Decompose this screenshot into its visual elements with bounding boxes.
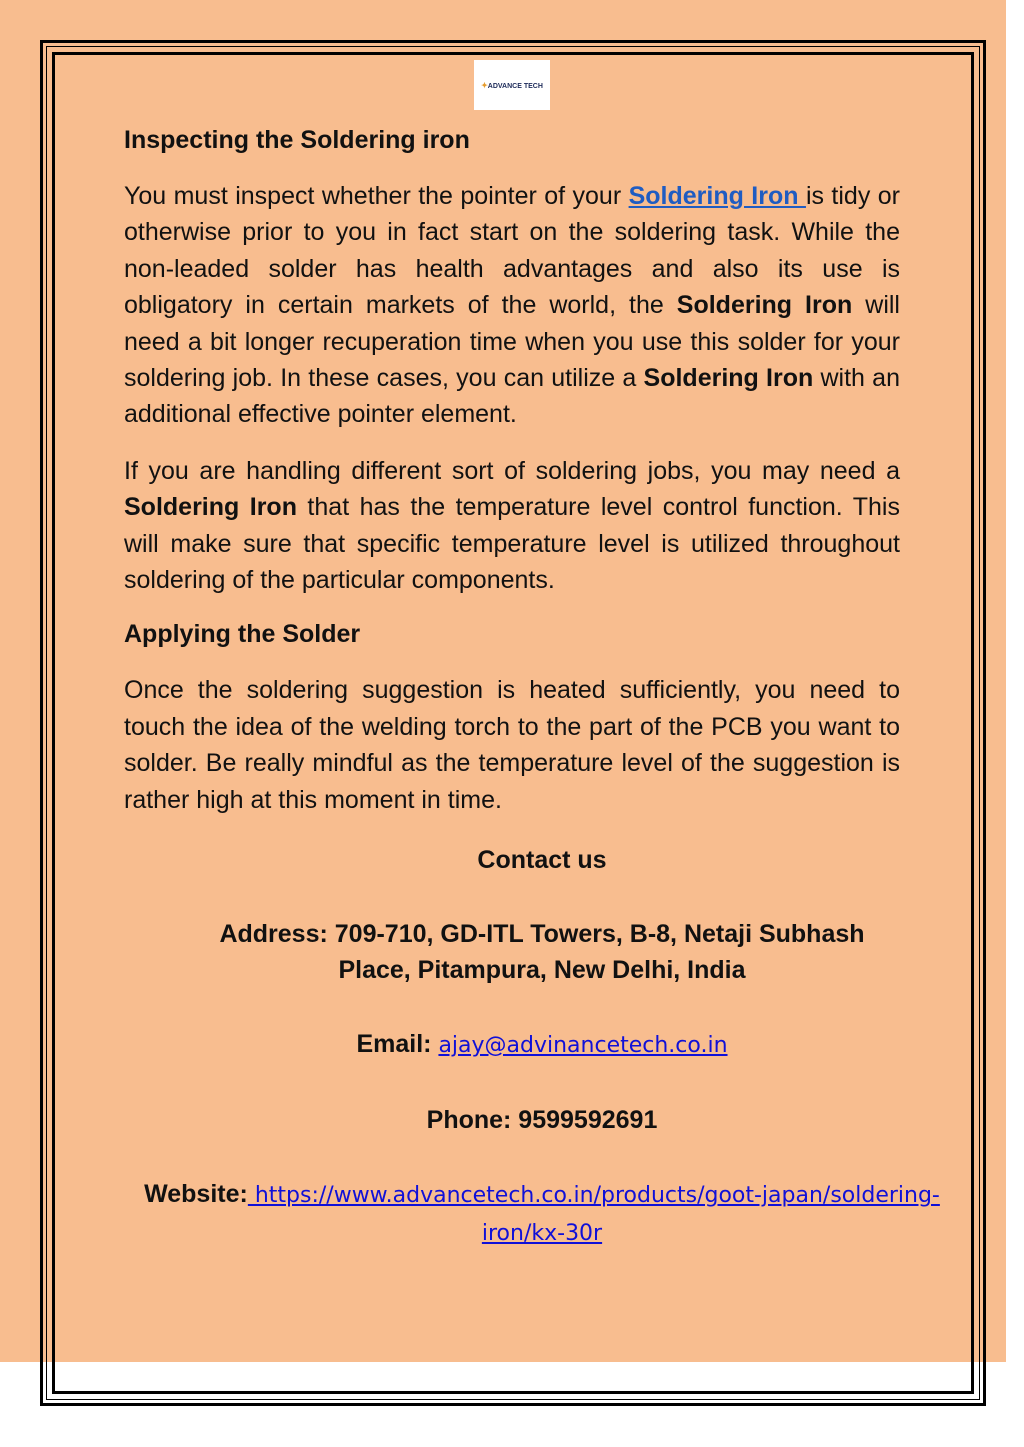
contact-email-line: Email: ajay@advinancetech.co.in <box>356 1030 728 1058</box>
contact-address: Address: 709-710, GD-ITL Towers, B-8, Netaji Subhash Place, Pitampura, New Delhi, India <box>219 920 865 984</box>
heading-applying: Applying the Solder <box>124 620 361 649</box>
contact-phone: Phone: 9599592691 <box>426 1106 658 1134</box>
contact-section <box>124 842 960 1252</box>
logo-text: ✦ADVANCE TECH <box>481 80 543 90</box>
paragraph-temperature-control: If you are handling different sort of soldering jobs, you may need a Soldering Iron that has the temperature level control function. This will make sure that specific temperature level is utilized throughout soldering of the particular components. <box>124 456 900 595</box>
company-logo <box>474 60 550 110</box>
paragraph-applying: Once the soldering suggestion is heated sufficiently, you need to touch the idea of the welding torch to the part of the PCB you want to solder. Be really mindful as the temperature level of the suggestion is rather high at this moment in time. <box>124 676 900 814</box>
paragraph-inspect: You must inspect whether the pointer of your Soldering Iron is tidy or otherwise prior to you in fact start on the soldering task. While the non-leaded solder has health advantages and also its use is obligatory in certain markets of the world, the Soldering Iron will need a bit longer recuperation time when you use this solder for your soldering job. In these cases, you can utilize a Soldering Iron with an additional effective pointer element. <box>124 182 900 429</box>
contact-website-line: Website: https://www.advancetech.co.in/products/goot-japan/soldering-iron/kx-30r <box>144 1180 940 1246</box>
email-link[interactable]: ajay@advinancetech.co.in <box>438 1033 728 1058</box>
article-content <box>124 120 900 818</box>
website-link[interactable]: https://www.advancetech.co.in/products/goot-japan/soldering-iron/kx-30r <box>247 1183 940 1246</box>
soldering-iron-link[interactable]: Soldering Iron <box>628 182 806 210</box>
logo-star-icon: ✦ <box>481 80 488 90</box>
heading-inspecting: Inspecting the Soldering iron <box>124 126 470 154</box>
contact-title: Contact us <box>477 846 607 874</box>
